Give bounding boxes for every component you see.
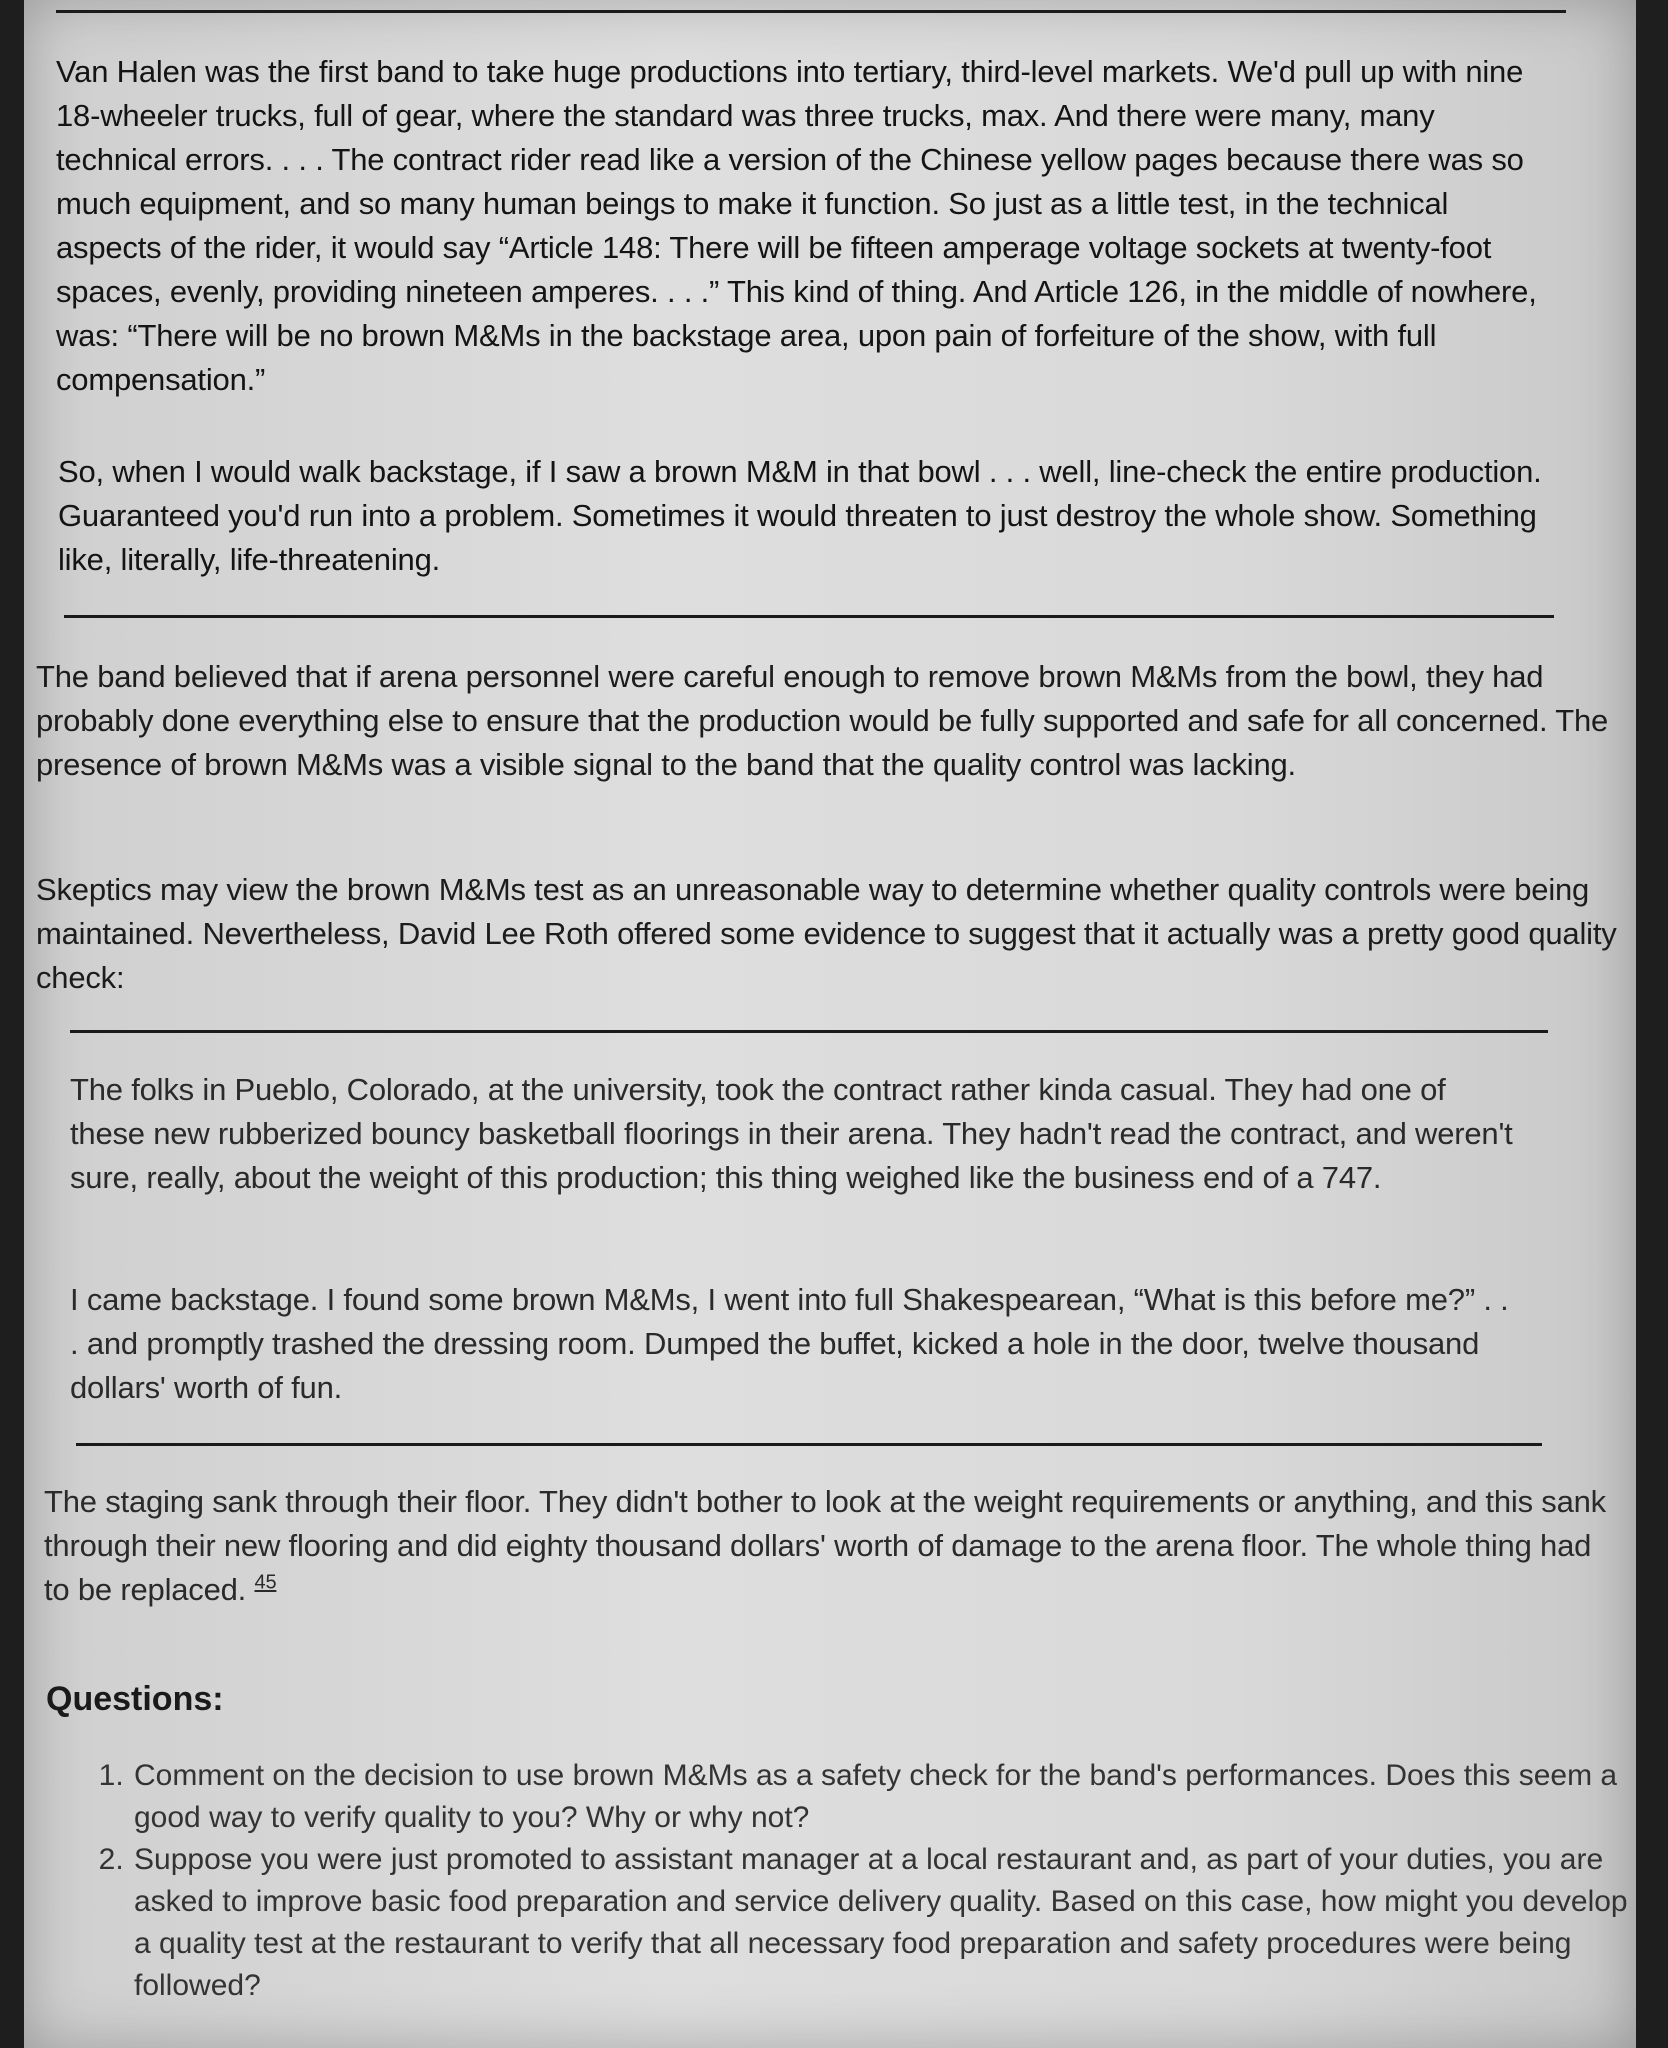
question-item-2: 2. Suppose you were just promoted to assistant manager at a local restaurant and, as part of your duties, you are asked to improve basic food preparation and service delivery quality. Based on this case, how might you develop a quality test at the restaurant to verify that all necessary food preparation and safety procedures were being followed? bbox=[132, 1839, 1636, 2007]
divider-after-quote2 bbox=[76, 1443, 1542, 1446]
footnote-link[interactable]: 45 bbox=[254, 1571, 277, 1594]
body-paragraph-1: The band believed that if arena personnel were careful enough to remove brown M&Ms from the bowl, they had probably done everything else to ensure that the production would be fully supported and safe for all concerned. The presence of brown M&Ms was a visible signal to the band that the quality control was lacking. bbox=[36, 659, 1609, 782]
quote-paragraph-1: Van Halen was the first band to take huge productions into tertiary, third-level markets. We'd pull up with nine 18-wheeler trucks, full of gear, where the standard was three trucks, max. And there were many, many technical errors. . . . The contract rider read like a version of the Chinese yellow pages because there was so much equipment, and so many human beings to make it function. So just as a little test, in the technical aspects of the rider, it would say “Article 148: There will be fifteen amperage voltage sockets at twenty-foot spaces, evenly, providing nineteen amperes. . . .” This kind of thing. And Article 126, in the middle of nowhere, was: “There will be no brown M&Ms in the backstage area, upon pain of forfeiture of the show, with full compensation.” bbox=[56, 54, 1537, 397]
divider-before-quote2 bbox=[70, 1030, 1548, 1033]
divider-after-quote1 bbox=[64, 615, 1554, 618]
document-page bbox=[24, 0, 1636, 2048]
body-paragraph-2: Skeptics may view the brown M&Ms test as an unreasonable way to determine whether quality controls were being maintained. Nevertheless, David Lee Roth offered some evidence to suggest that it actually was a pretty good quality check: bbox=[36, 872, 1617, 995]
closing-paragraph bbox=[44, 1480, 1624, 1612]
quote-paragraph-2: So, when I would walk backstage, if I saw a brown M&M in that bowl . . . well, line-check the entire production. Guaranteed you'd run into a problem. Sometimes it would threaten to just destroy the whole show. Something like, literally, life-threatening. bbox=[58, 454, 1542, 577]
questions-list bbox=[94, 1755, 1636, 2007]
closing-text: The staging sank through their floor. They didn't bother to look at the weight requirements or anything, and this sank through their new flooring and did eighty thousand dollars' worth of damage to the arena floor. The whole thing had to be replaced. bbox=[44, 1484, 1606, 1607]
quote2-paragraph-1: The folks in Pueblo, Colorado, at the university, took the contract rather kinda casual. They had one of these new rubberized bouncy basketball floorings in their arena. They hadn't read the contract, and weren't sure, really, about the weight of this production; this thing weighed like the business end of a 747. bbox=[70, 1072, 1513, 1195]
question-item-1: 1. Comment on the decision to use brown M&Ms as a safety check for the band's performances. Does this seem a good way to verify quality to you? Why or why not? bbox=[132, 1755, 1636, 1839]
quote2-paragraph-2: I came backstage. I found some brown M&Ms, I went into full Shakespearean, “What is this before me?” . . . and promptly trashed the dressing room. Dumped the buffet, kicked a hole in the door, twelve thousand dollars' worth of fun. bbox=[70, 1282, 1509, 1405]
top-divider bbox=[56, 10, 1566, 13]
questions-heading: Questions: bbox=[46, 1680, 224, 1718]
